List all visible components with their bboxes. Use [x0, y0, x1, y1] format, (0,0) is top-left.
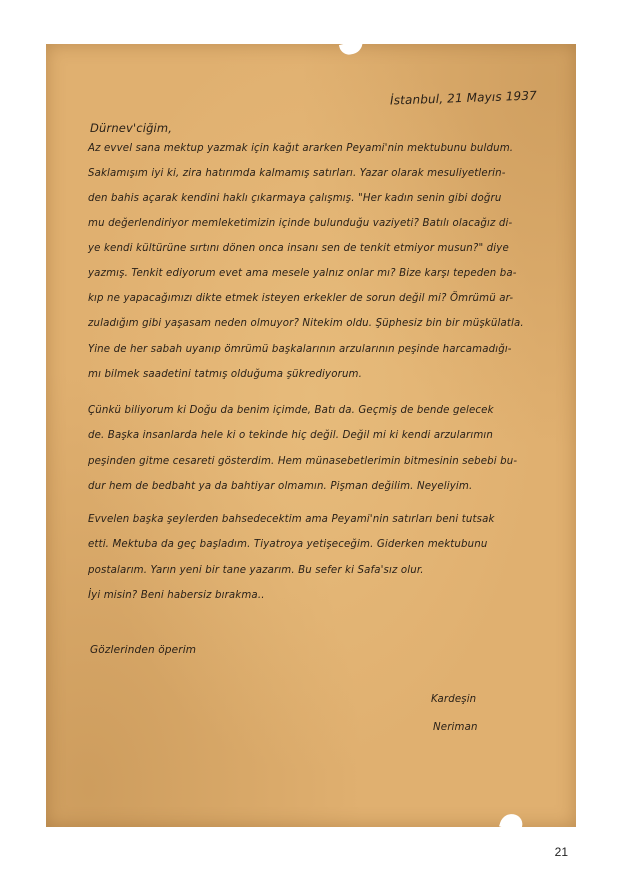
letter-line: kıp ne yapacağımızı dikte etmek isteyen erkekler de sorun değil mi? Ömrümü ar- [88, 293, 514, 304]
letter-sheet [46, 44, 576, 827]
letter-line: mı bilmek saadetini tatmış olduğuma şükrediyorum. [88, 369, 363, 380]
letter-line: postalarım. Yarın yeni bir tane yazarım. Bu sefer ki Safa'sız olur. [88, 565, 424, 576]
letter-line: Çünkü biliyorum ki Doğu da benim içimde, Batı da. Geçmiş de bende gelecek [88, 405, 494, 416]
letter-line: Saklamışım iyi ki, zira hatırımda kalmamış satırları. Yazar olarak mesuliyetlerin- [88, 168, 506, 179]
letter-line: den bahis açarak kendini haklı çıkarmaya çalışmış. "Her kadın senin gibi doğru [88, 193, 502, 204]
letter-line: dur hem de bedbaht ya da bahtiyar olmamın. Pişman değilim. Neyeliyim. [88, 481, 473, 492]
letter-line: yazmış. Tenkit ediyorum evet ama mesele yalnız onlar mı? Bize karşı tepeden ba- [88, 268, 517, 279]
letter-line: peşinden gitme cesareti gösterdim. Hem münasebetlerimin bitmesinin sebebi bu- [88, 456, 518, 467]
torn-edge-top [339, 39, 365, 56]
letter-line: İyi misin? Beni habersiz bırakma.. [88, 590, 265, 601]
letter-closing: Gözlerinden öperim [90, 644, 197, 656]
letter-line: Yine de her sabah uyanıp ömrümü başkalarının arzularının peşinde harcamadığı- [88, 344, 512, 355]
letter-salutation: Dürnev'ciğim, [90, 121, 173, 135]
letter-line: Evvelen başka şeylerden bahsedecektim ama Peyami'nin satırları beni tutsak [88, 514, 495, 525]
letter-date: İstanbul, 21 Mayıs 1937 [389, 88, 538, 108]
letter-line: ye kendi kültürüne sırtını dönen onca insanı sen de tenkit etmiyor musun?" diye [88, 243, 509, 254]
letter-line: Az evvel sana mektup yazmak için kağıt ararken Peyami'nin mektubunu buldum. [88, 143, 514, 154]
letter-line: zuladığım gibi yaşasam neden olmuyor? Nitekim oldu. Şüphesiz bin bir müşkülatla. [88, 318, 524, 329]
page-number: 21 [554, 845, 568, 859]
torn-edge-bottom [499, 811, 525, 833]
letter-line: etti. Mektuba da geç başladım. Tiyatroya yetişeceğim. Giderken mektubunu [88, 539, 488, 550]
signature-relation: Kardeşin [431, 694, 477, 705]
letter-line: de. Başka insanlarda hele ki o tekinde hiç değil. Değil mi ki kendi arzularımın [88, 430, 494, 441]
signature-name: Neriman [433, 722, 478, 733]
letter-line: mu değerlendiriyor memleketimizin içinde bulunduğu vaziyeti? Batılı olacağız di- [88, 218, 513, 229]
